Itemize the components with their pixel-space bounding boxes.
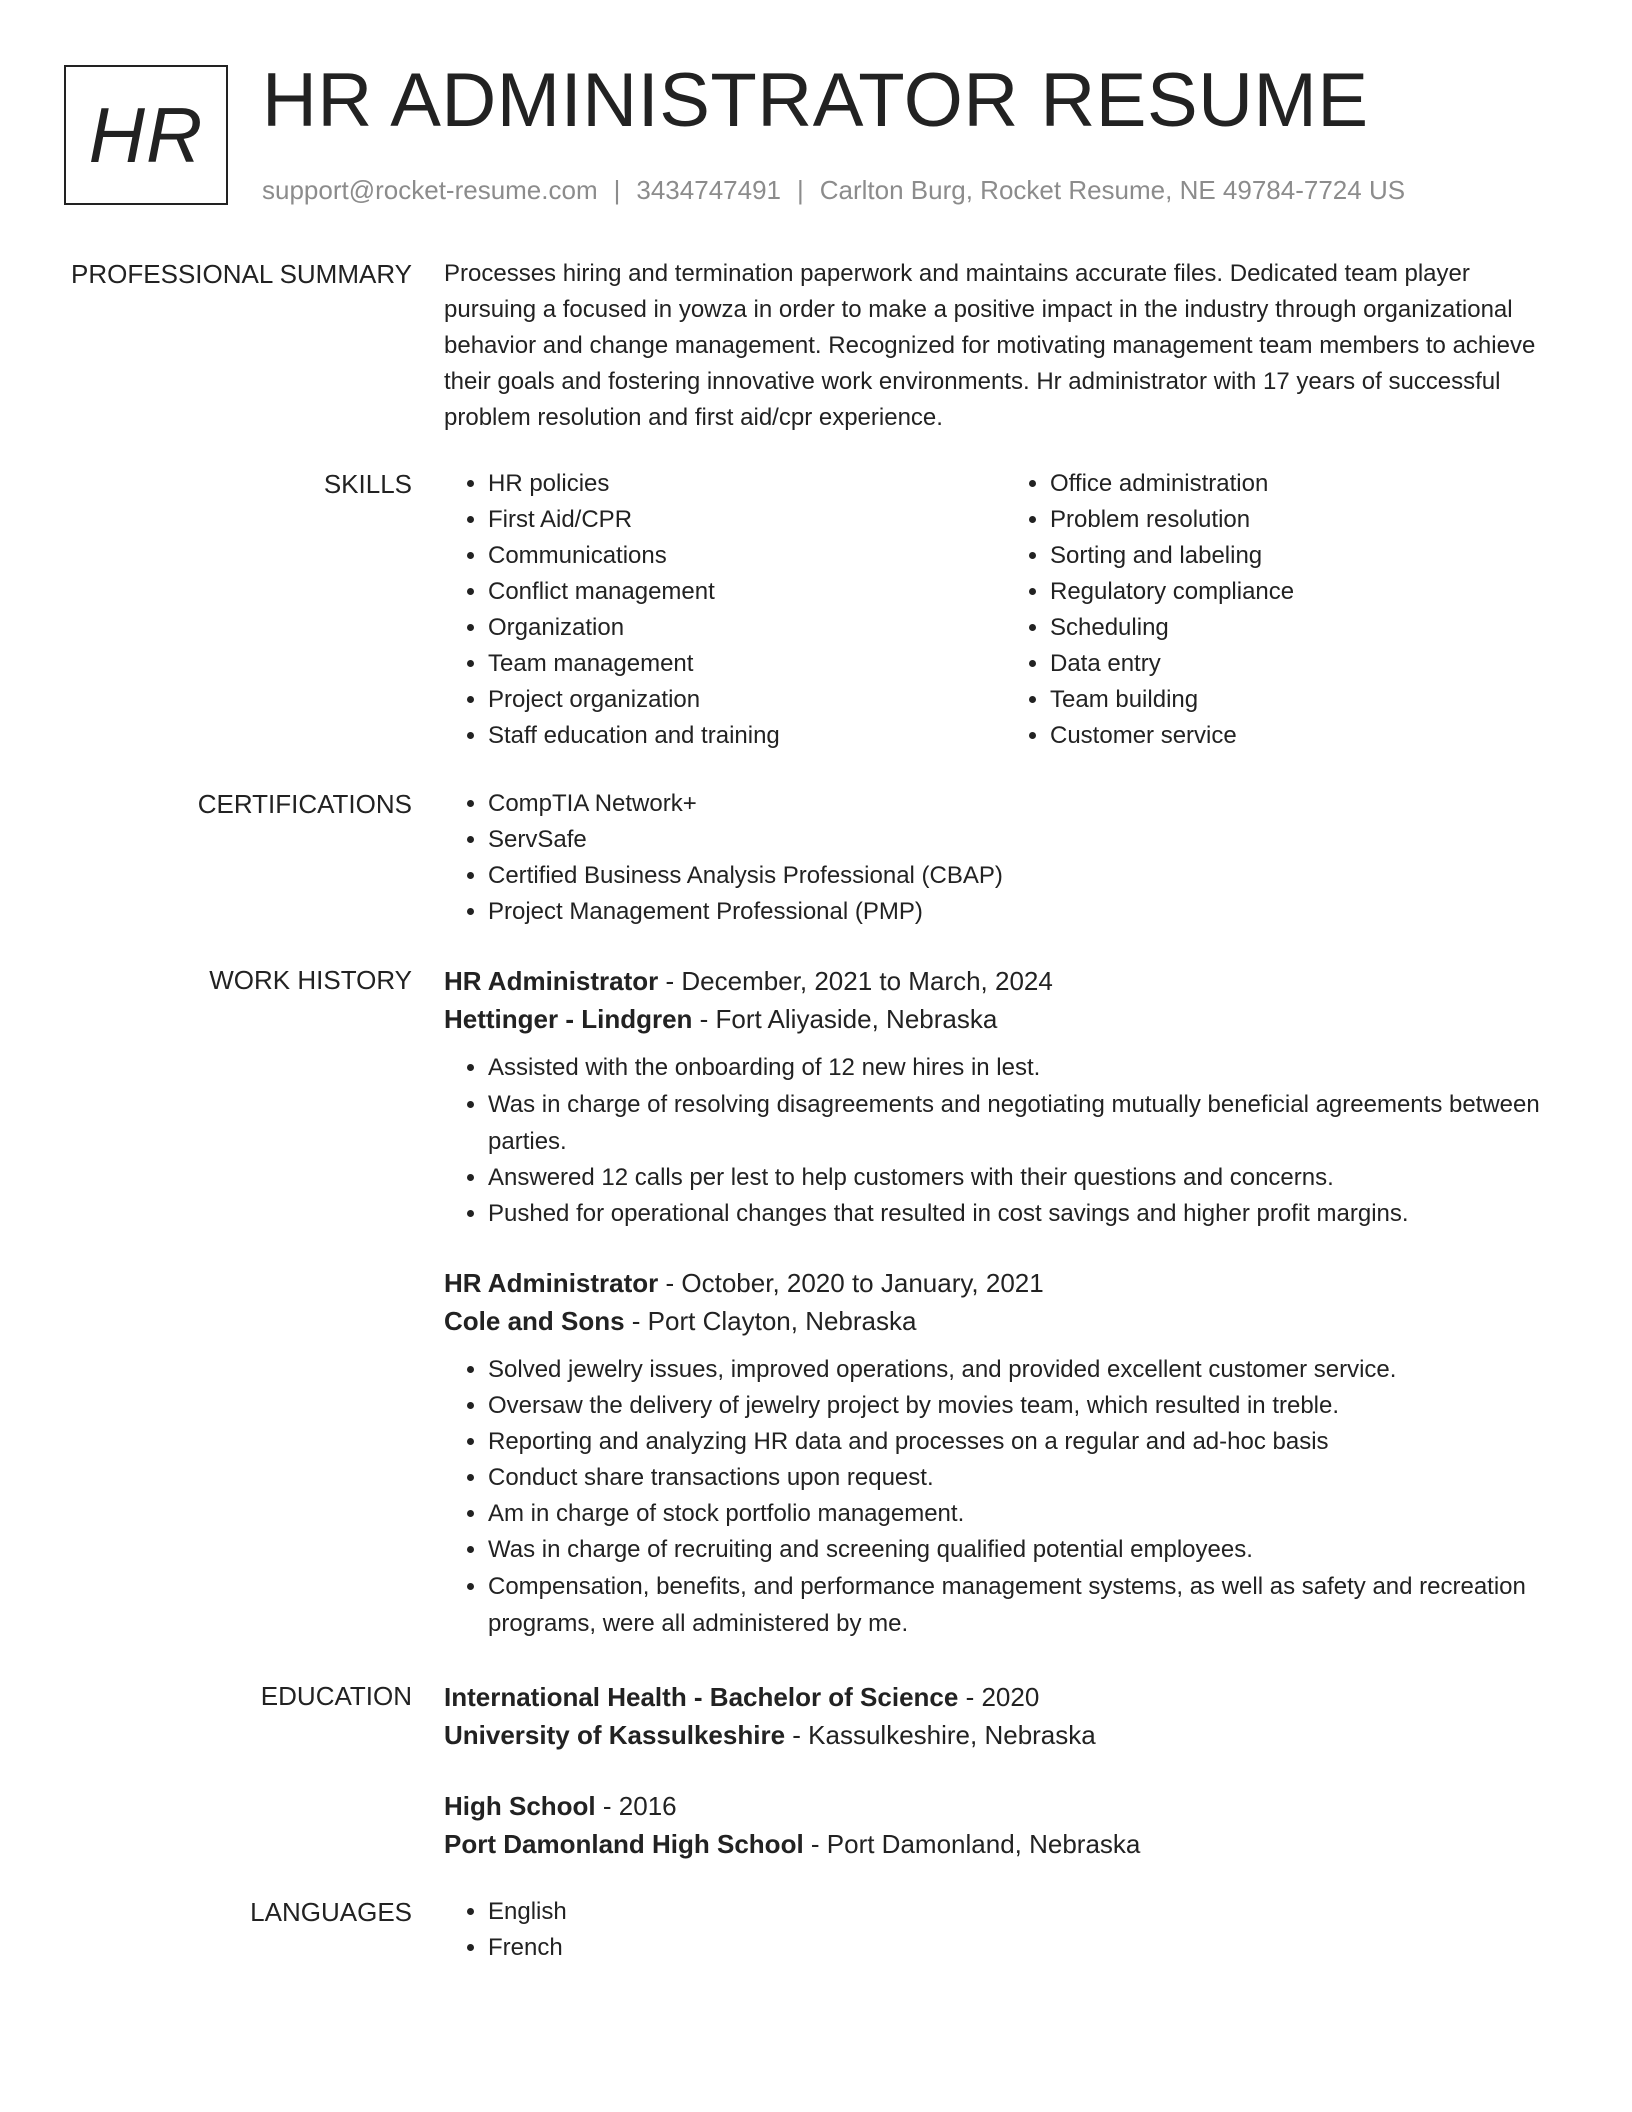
skills-body: [444, 466, 1568, 754]
education-degree: High School: [444, 1791, 596, 1821]
languages-body: [444, 1894, 1568, 1966]
job-company: Hettinger - Lindgren: [444, 1004, 693, 1034]
job-entry: [444, 962, 1568, 1232]
education-degree-line: [444, 1678, 1568, 1716]
contact-email[interactable]: support@rocket-resume.com: [262, 175, 598, 205]
job-bullet: • Am in charge of stock portfolio management.: [488, 1496, 1568, 1532]
job-bullet: • Pushed for operational changes that resulted in cost savings and higher profit margins.: [488, 1196, 1568, 1232]
job-bullet: • Oversaw the delivery of jewelry project by movies team, which resulted in treble.: [488, 1388, 1568, 1424]
skill-item: • HR policies: [488, 466, 1006, 502]
job-bullet: • Assisted with the onboarding of 12 new hires in lest.: [488, 1050, 1568, 1086]
education-degree-line: [444, 1787, 1568, 1825]
languages-list: [444, 1894, 1568, 1966]
languages-heading: LANGUAGES: [250, 1897, 412, 1927]
skill-item: • Customer service: [1050, 718, 1568, 754]
skill-item: • Organization: [488, 610, 1006, 646]
education-school-line: [444, 1825, 1568, 1863]
job-title-line: [444, 962, 1568, 1000]
monogram-box: [64, 65, 228, 205]
job-bullet: • Conduct share transactions upon request.: [488, 1460, 1568, 1496]
job-title: HR Administrator: [444, 966, 659, 996]
summary-heading: PROFESSIONAL SUMMARY: [71, 259, 412, 289]
job-location: - Fort Aliyaside, Nebraska: [692, 1004, 998, 1034]
contact-separator: |: [613, 175, 621, 205]
skills-list-left: [444, 466, 1006, 754]
certification-item: • Project Management Professional (PMP): [488, 894, 1568, 930]
summary-text: Processes hiring and termination paperwork and maintains accurate files. Dedicated team player pursuing a focused in yowza in order to make a positive impact in the industry through organizational behavior and change management. Recognized for motivating management team members to achieve their goals and fostering innovative work environments. Hr administrator with 17 years of successful problem resolution and first aid/cpr experience.: [444, 260, 1536, 431]
education-degree: International Health - Bachelor of Science: [444, 1682, 959, 1712]
summary-body: [444, 256, 1568, 436]
education-location: - Port Damonland, Nebraska: [803, 1829, 1141, 1859]
certifications-list: [444, 786, 1568, 930]
education-body: [444, 1678, 1568, 1863]
monogram-text: HR: [88, 90, 204, 179]
job-dates: - December, 2021 to March, 2024: [658, 966, 1053, 996]
job-bullet: • Was in charge of resolving disagreements and negotiating mutually beneficial agreements between parties.: [488, 1086, 1568, 1160]
work-history-heading: WORK HISTORY: [209, 965, 412, 995]
job-bullets: [444, 1352, 1568, 1642]
skill-item: • Communications: [488, 538, 1006, 574]
skill-item: • Sorting and labeling: [1050, 538, 1568, 574]
job-dates: - October, 2020 to January, 2021: [658, 1268, 1044, 1298]
education-school: Port Damonland High School: [444, 1829, 804, 1859]
contact-phone[interactable]: 3434747491: [636, 175, 781, 205]
job-bullet: • Solved jewelry issues, improved operations, and provided excellent customer service.: [488, 1352, 1568, 1388]
job-company: Cole and Sons: [444, 1306, 625, 1336]
skill-item: • Problem resolution: [1050, 502, 1568, 538]
skill-item: • Team management: [488, 646, 1006, 682]
job-bullet: • Answered 12 calls per lest to help customers with their questions and concerns.: [488, 1160, 1568, 1196]
certifications-heading: CERTIFICATIONS: [197, 789, 412, 819]
skill-item: • Staff education and training: [488, 718, 1006, 754]
education-entry: [444, 1787, 1568, 1863]
education-entry: [444, 1678, 1568, 1754]
certification-item: • Certified Business Analysis Professional (CBAP): [488, 858, 1568, 894]
education-school: University of Kassulkeshire: [444, 1720, 786, 1750]
job-bullet: • Reporting and analyzing HR data and processes on a regular and ad-hoc basis: [488, 1424, 1568, 1460]
contact-address: Carlton Burg, Rocket Resume, NE 49784-7724 US: [819, 175, 1406, 205]
education-year: - 2020: [958, 1682, 1040, 1712]
skill-item: • Scheduling: [1050, 610, 1568, 646]
language-item: • English: [488, 1894, 1568, 1930]
education-location: - Kassulkeshire, Nebraska: [785, 1720, 1096, 1750]
skill-item: • Data entry: [1050, 646, 1568, 682]
skills-list-right: [1006, 466, 1568, 754]
work-history-body: [444, 962, 1568, 1642]
skill-item: • Conflict management: [488, 574, 1006, 610]
language-item: • French: [488, 1930, 1568, 1966]
job-bullet: • Compensation, benefits, and performance management systems, as well as safety and recreation programs, were all administered by me.: [488, 1568, 1568, 1642]
job-company-line: [444, 1302, 1568, 1340]
job-title: HR Administrator: [444, 1268, 659, 1298]
skill-item: • First Aid/CPR: [488, 502, 1006, 538]
job-company-line: [444, 1000, 1568, 1038]
contact-separator: |: [797, 175, 804, 205]
skill-item: • Project organization: [488, 682, 1006, 718]
certifications-body: [444, 786, 1568, 930]
skill-item: • Team building: [1050, 682, 1568, 718]
skill-item: • Office administration: [1050, 466, 1568, 502]
resume-title: HR ADMINISTRATOR RESUME: [262, 58, 1369, 143]
job-bullets: [444, 1050, 1568, 1232]
job-location: - Port Clayton, Nebraska: [624, 1306, 917, 1336]
education-year: - 2016: [595, 1791, 677, 1821]
education-heading: EDUCATION: [260, 1681, 412, 1711]
skills-heading: SKILLS: [323, 469, 412, 499]
job-entry: [444, 1264, 1568, 1642]
job-title-line: [444, 1264, 1568, 1302]
contact-line: [262, 174, 1405, 206]
job-bullet: • Was in charge of recruiting and screening qualified potential employees.: [488, 1532, 1568, 1568]
certification-item: • ServSafe: [488, 822, 1568, 858]
skill-item: • Regulatory compliance: [1050, 574, 1568, 610]
education-school-line: [444, 1716, 1568, 1754]
certification-item: • CompTIA Network+: [488, 786, 1568, 822]
